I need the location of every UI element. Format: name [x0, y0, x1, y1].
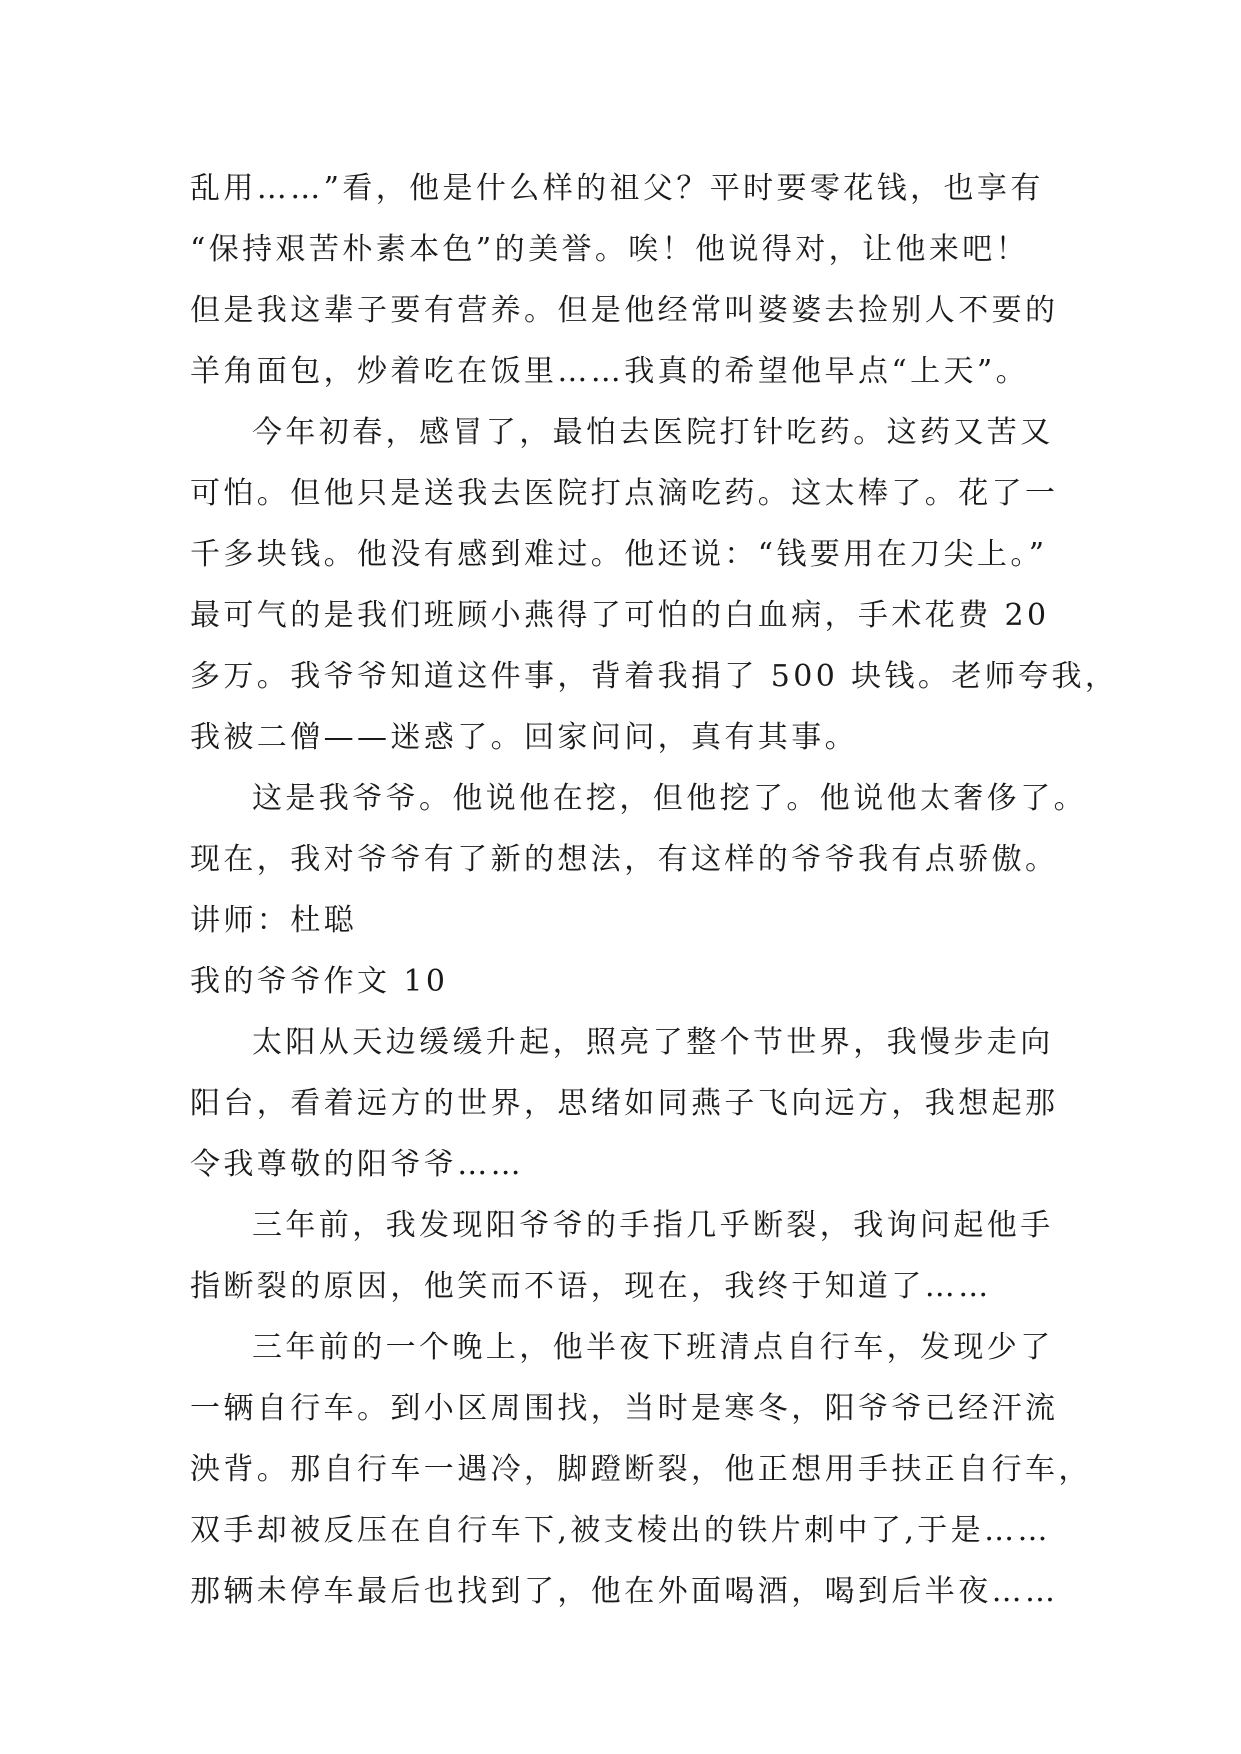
author-line: 讲师：杜聪 [190, 903, 357, 938]
paragraph-first-line: 这是我爷爷。他说他在挖，但他挖了。他说他太奢侈了。 [252, 781, 1087, 816]
paragraph-first-line: 太阳从天边缓缓升起，照亮了整个节世界，我慢步走向 [252, 1025, 1054, 1060]
text-line: 最可气的是我们班顾小燕得了可怕的白血病，手术花费 20 [190, 598, 1050, 633]
text-line: 指断裂的原因，他笑而不语，现在，我终于知道了…… [190, 1269, 992, 1304]
text-line: 现在，我对爷爷有了新的想法，有这样的爷爷我有点骄傲。 [190, 842, 1059, 877]
text-line: 泱背。那自行车一遇冷，脚蹬断裂，他正想用手扶正自行车， [190, 1452, 1092, 1487]
paragraph-first-line: 三年前，我发现阳爷爷的手指几乎断裂，我询问起他手 [252, 1208, 1054, 1243]
text-line: 千多块钱。他没有感到难过。他还说：“钱要用在刀尖上。” [190, 537, 1048, 572]
essay-title: 我的爷爷作文 10 [190, 964, 449, 999]
text-line: 令我尊敬的阳爷爷…… [190, 1147, 524, 1182]
text-line: 可怕。但他只是送我去医院打点滴吃药。这太棒了。花了一 [190, 476, 1059, 511]
text-line: 多万。我爷爷知道这件事，背着我捐了 500 块钱。老师夸我， [190, 659, 1119, 694]
text-line: 双手却被反压在自行车下,被支棱出的铁片刺中了,于是…… [190, 1513, 1051, 1548]
text-line: 乱用……”看，他是什么样的祖父？平时要零花钱，也享有 [190, 171, 1044, 206]
text-line: 阳台，看着远方的世界，思绪如同燕子飞向远方，我想起那 [190, 1086, 1059, 1121]
document-page [190, 158, 1119, 1622]
text-line: 我被二僧——迷惑了。回家问问，真有其事。 [190, 720, 858, 755]
text-line: 那辆未停车最后也找到了，他在外面喝酒，喝到后半夜…… [190, 1574, 1059, 1609]
text-line: 但是我这辈子要有营养。但是他经常叫婆婆去捡别人不要的 [190, 293, 1059, 328]
text-line: 羊角面包，炒着吃在饭里……我真的希望他早点“上天”。 [190, 354, 1030, 389]
text-line: 一辆自行车。到小区周围找，当时是寒冬，阳爷爷已经汗流 [190, 1391, 1059, 1426]
text-line: “保持艰苦朴素本色”的美誉。唉！他说得对，让他来吧！ [190, 232, 1030, 267]
paragraph-first-line: 三年前的一个晚上，他半夜下班清点自行车，发现少了 [252, 1330, 1054, 1365]
paragraph-first-line: 今年初春，感冒了，最怕去医院打针吃药。这药又苦又 [252, 415, 1054, 450]
